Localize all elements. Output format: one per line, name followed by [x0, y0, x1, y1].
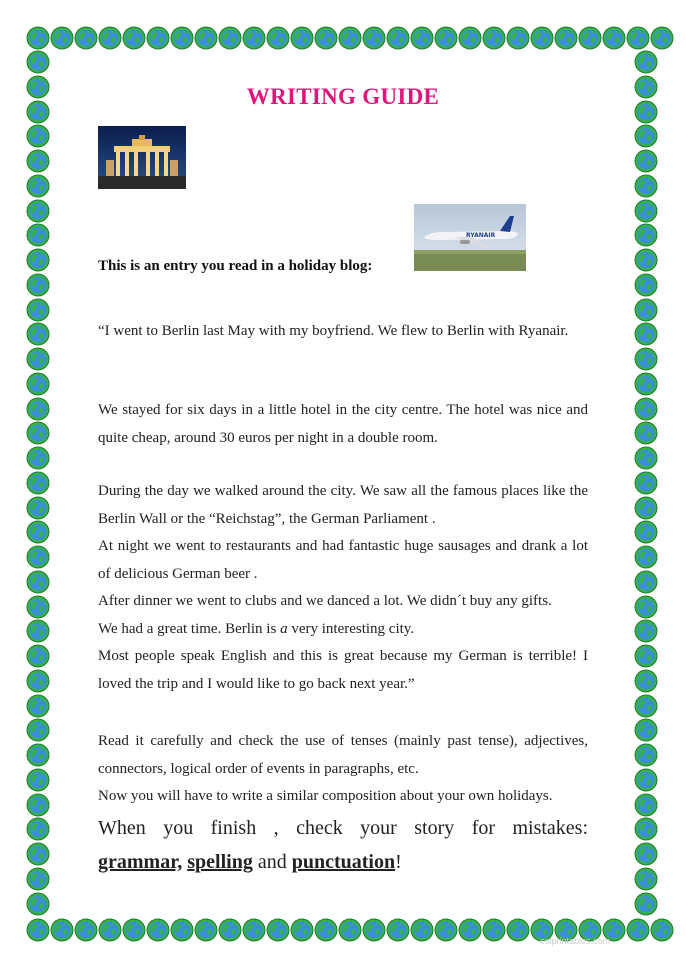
- globe-icon: [634, 322, 658, 346]
- globe-icon: [218, 26, 242, 50]
- globe-icon: [26, 26, 50, 50]
- globe-icon: [122, 26, 146, 50]
- globe-icon: [634, 174, 658, 198]
- globe-icon: [26, 421, 50, 445]
- globe-icon: [146, 26, 170, 50]
- globe-icon: [634, 446, 658, 470]
- globe-icon: [26, 718, 50, 742]
- globe-icon: [634, 669, 658, 693]
- globe-icon: [26, 595, 50, 619]
- globe-icon: [26, 347, 50, 371]
- globe-icon: [26, 223, 50, 247]
- instruction-line: Now you will have to write a similar composition about your own holidays.: [98, 788, 553, 804]
- border-top: [26, 26, 660, 50]
- globe-icon: [458, 26, 482, 50]
- globe-icon: [26, 174, 50, 198]
- globe-icon: [26, 817, 50, 841]
- globe-icon: [26, 867, 50, 891]
- exclamation: !: [395, 851, 402, 873]
- globe-icon: [26, 793, 50, 817]
- globe-icon: [634, 124, 658, 148]
- globe-icon: [634, 372, 658, 396]
- and-text: and: [252, 851, 292, 873]
- globe-icon: [26, 694, 50, 718]
- page-title: WRITING GUIDE: [246, 84, 440, 109]
- globe-icon: [26, 372, 50, 396]
- blog-line: At night we went to restaurants and had fantastic huge sausages and drank a lot of delicious German beer .: [98, 538, 588, 582]
- svg-text:RYANAIR: RYANAIR: [466, 232, 496, 239]
- globe-icon: [26, 520, 50, 544]
- globe-icon: [410, 918, 434, 942]
- globe-icon: [26, 570, 50, 594]
- globe-icon: [634, 273, 658, 297]
- globe-icon: [170, 26, 194, 50]
- blog-line: After dinner we went to clubs and we danced a lot. We didn´t buy any gifts.: [98, 593, 552, 609]
- globe-icon: [26, 842, 50, 866]
- blog-paragraph-1: [98, 318, 588, 346]
- globe-icon: [26, 149, 50, 173]
- globe-icon: [602, 26, 626, 50]
- border-right: [634, 50, 658, 916]
- globe-icon: [26, 669, 50, 693]
- globe-icon: [98, 918, 122, 942]
- globe-icon: [634, 397, 658, 421]
- globe-icon: [578, 26, 602, 50]
- blog-line: Most people speak English and this is great because my German is terrible! I loved the trip and I would like to go back next year.”: [98, 648, 588, 692]
- globe-icon: [634, 619, 658, 643]
- globe-icon: [146, 918, 170, 942]
- globe-icon: [634, 644, 658, 668]
- globe-icon: [26, 298, 50, 322]
- globe-icon: [362, 918, 386, 942]
- globe-icon: [26, 124, 50, 148]
- globe-icon: [242, 918, 266, 942]
- globe-icon: [386, 26, 410, 50]
- blog-intro: This is an entry you read in a holiday blog:: [98, 258, 373, 274]
- globe-icon: [634, 768, 658, 792]
- mistake-types: [98, 846, 402, 879]
- globe-icon: [634, 520, 658, 544]
- globe-icon: [650, 918, 674, 942]
- blog-text: We had a great time. Berlin is: [98, 620, 281, 637]
- globe-icon: [626, 918, 650, 942]
- globe-icon: [634, 545, 658, 569]
- globe-icon: [26, 471, 50, 495]
- globe-icon: [634, 298, 658, 322]
- globe-icon: [242, 26, 266, 50]
- globe-icon: [314, 26, 338, 50]
- globe-icon: [634, 50, 658, 74]
- globe-icon: [634, 496, 658, 520]
- globe-icon: [634, 867, 658, 891]
- globe-icon: [634, 595, 658, 619]
- watermark: eslprintables.com: [540, 936, 611, 946]
- globe-icon: [314, 918, 338, 942]
- globe-icon: [98, 26, 122, 50]
- blog-paragraph-3: [98, 478, 588, 698]
- globe-icon: [74, 918, 98, 942]
- globe-icon: [170, 918, 194, 942]
- ryanair-plane-photo: [414, 204, 526, 271]
- globe-icon: [634, 793, 658, 817]
- globe-icon: [634, 892, 658, 916]
- globe-icon: [26, 545, 50, 569]
- globe-icon: [634, 570, 658, 594]
- globe-icon: [26, 322, 50, 346]
- globe-icon: [74, 26, 98, 50]
- globe-icon: [50, 918, 74, 942]
- globe-icon: [338, 918, 362, 942]
- globe-icon: [634, 817, 658, 841]
- globe-icon: [410, 26, 434, 50]
- finish-instruction: When you finish , check your story for mistakes:: [98, 817, 588, 839]
- globe-icon: [634, 199, 658, 223]
- globe-icon: [26, 644, 50, 668]
- blog-text: very interesting city.: [287, 620, 415, 637]
- blog-line: “I went to Berlin last May with my boyfriend. We flew to Berlin with Ryanair.: [98, 323, 569, 339]
- globe-icon: [26, 619, 50, 643]
- globe-icon: [194, 918, 218, 942]
- globe-icon: [458, 918, 482, 942]
- globe-icon: [434, 918, 458, 942]
- globe-icon: [266, 918, 290, 942]
- globe-icon: [482, 918, 506, 942]
- globe-icon: [634, 421, 658, 445]
- globe-icon: [26, 496, 50, 520]
- globe-icon: [506, 26, 530, 50]
- globe-icon: [290, 26, 314, 50]
- globe-icon: [26, 273, 50, 297]
- brandenburg-gate-photo: [98, 126, 186, 189]
- globe-icon: [26, 50, 50, 74]
- spelling-label: spelling: [187, 851, 253, 873]
- blog-line: We stayed for six days in a little hotel in the city centre. The hotel was nice and quite cheap, around 30 euros per night in a double room.: [98, 402, 588, 446]
- globe-icon: [626, 26, 650, 50]
- instructions: [98, 728, 588, 811]
- globe-icon: [338, 26, 362, 50]
- globe-icon: [634, 718, 658, 742]
- globe-icon: [634, 694, 658, 718]
- globe-icon: [634, 347, 658, 371]
- globe-icon: [26, 397, 50, 421]
- globe-icon: [434, 26, 458, 50]
- grammar-label: grammar,: [98, 851, 183, 873]
- globe-icon: [634, 471, 658, 495]
- globe-icon: [266, 26, 290, 50]
- globe-icon: [554, 26, 578, 50]
- globe-icon: [26, 248, 50, 272]
- globe-icon: [634, 248, 658, 272]
- globe-icon: [26, 446, 50, 470]
- globe-icon: [634, 223, 658, 247]
- globe-icon: [634, 743, 658, 767]
- globe-icon: [634, 842, 658, 866]
- globe-icon: [530, 26, 554, 50]
- globe-icon: [290, 918, 314, 942]
- globe-icon: [50, 26, 74, 50]
- blog-line: [98, 616, 588, 644]
- globe-icon: [362, 26, 386, 50]
- punctuation-label: punctuation: [291, 851, 396, 873]
- globe-icon: [26, 768, 50, 792]
- globe-icon: [26, 743, 50, 767]
- border-left: [26, 50, 50, 916]
- globe-icon: [194, 26, 218, 50]
- blog-line: During the day we walked around the city. We saw all the famous places like the Berlin Wall or the “Reichstag”, the German Parliament .: [98, 483, 588, 527]
- globe-icon: [26, 199, 50, 223]
- globe-icon: [506, 918, 530, 942]
- globe-icon: [26, 892, 50, 916]
- globe-icon: [386, 918, 410, 942]
- globe-icon: [634, 149, 658, 173]
- globe-icon: [650, 26, 674, 50]
- globe-icon: [482, 26, 506, 50]
- blog-paragraph-2: [98, 397, 588, 452]
- instruction-line: Read it carefully and check the use of tenses (mainly past tense), adjectives, connectors, logical order of events in paragraphs, etc.: [98, 733, 588, 777]
- blog-italic-word: a: [280, 620, 288, 637]
- globe-icon: [26, 918, 50, 942]
- globe-icon: [218, 918, 242, 942]
- globe-icon: [122, 918, 146, 942]
